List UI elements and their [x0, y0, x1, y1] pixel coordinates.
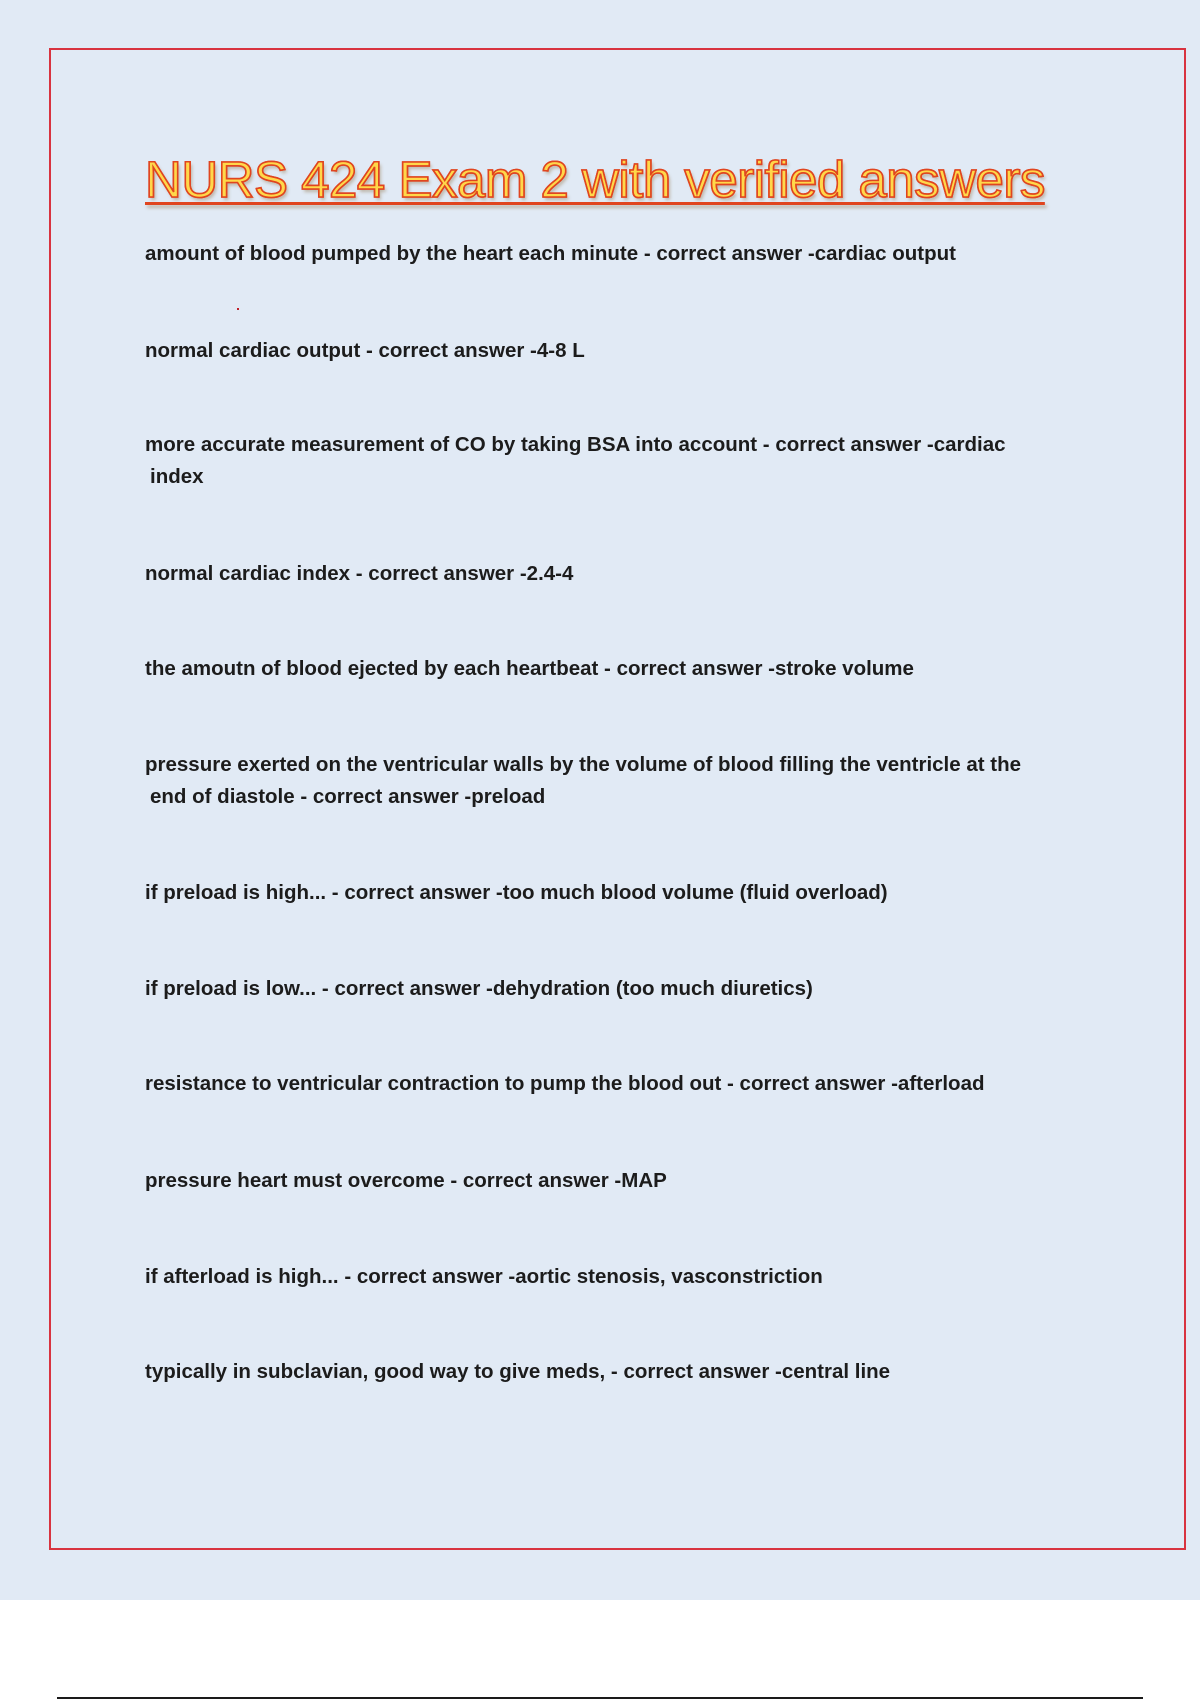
qa-item-normal-cardiac-output: normal cardiac output - correct answer -4-8 L	[145, 339, 585, 362]
qa-item-afterload: resistance to ventricular contraction to pump the blood out - correct answer -afterload	[145, 1072, 985, 1095]
qa-item-preload-high: if preload is high... - correct answer -too much blood volume (fluid overload)	[145, 881, 888, 904]
qa-item-central-line: typically in subclavian, good way to give meds, - correct answer -central line	[145, 1360, 891, 1383]
qa-item-line: more accurate measurement of CO by taking BSA into account - correct answer -cardiac	[145, 433, 1006, 456]
qa-item-preload-low: if preload is low... - correct answer -dehydration (too much diuretics)	[145, 977, 813, 1000]
qa-item-line-continued: end of diastole - correct answer -preload	[150, 785, 546, 808]
document-title: NURS 424 Exam 2 with verified answers	[145, 151, 1045, 208]
qa-item-line: pressure exerted on the ventricular walls by the volume of blood filling the ventricle at the	[145, 753, 1022, 776]
qa-item-line-continued: index	[150, 465, 204, 488]
stray-dot-mark	[237, 308, 239, 310]
qa-item-map: pressure heart must overcome - correct answer -MAP	[145, 1169, 667, 1192]
qa-item-stroke-volume: the amoutn of blood ejected by each heartbeat - correct answer -stroke volume	[145, 657, 914, 680]
qa-item-preload	[145, 749, 1090, 813]
qa-item-afterload-high: if afterload is high... - correct answer -aortic stenosis, vasconstriction	[145, 1265, 823, 1288]
footer-divider	[57, 1697, 1143, 1699]
qa-item-cardiac-index	[145, 429, 1090, 493]
qa-item-cardiac-output: amount of blood pumped by the heart each minute - correct answer -cardiac output	[145, 242, 956, 265]
qa-item-normal-cardiac-index: normal cardiac index - correct answer -2.4-4	[145, 562, 574, 585]
